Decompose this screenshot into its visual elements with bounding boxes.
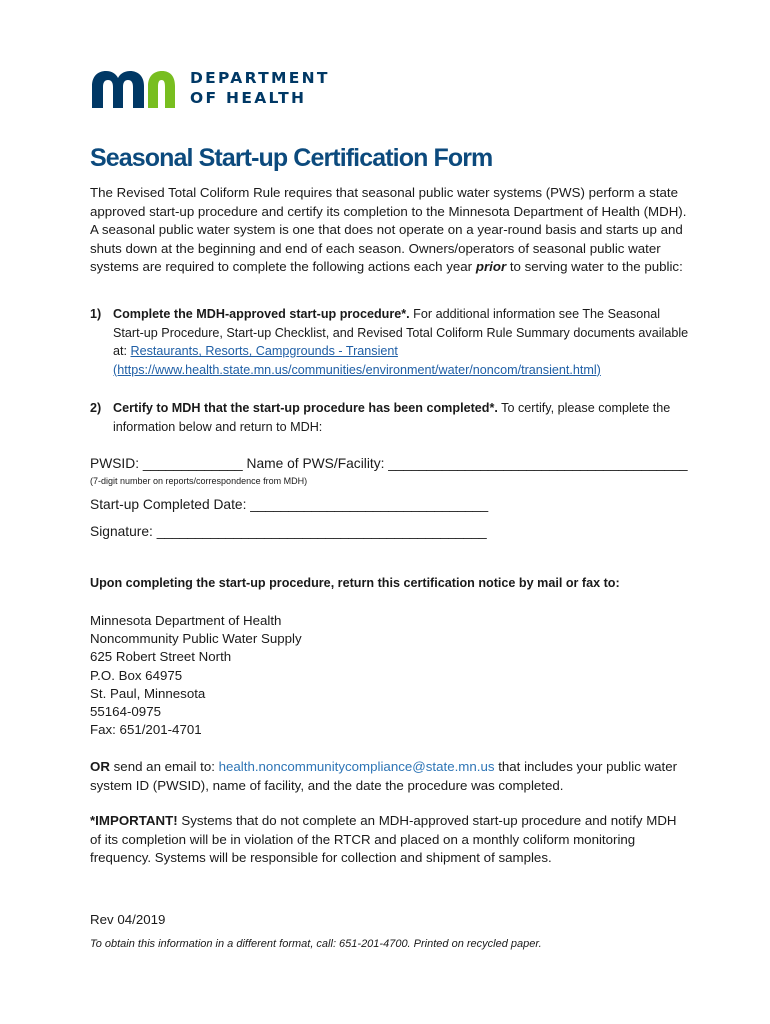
logo-line-2: OF HEALTH: [190, 89, 307, 107]
signature-field-line[interactable]: Signature: ___________________________________________: [90, 524, 487, 539]
footer-note: To obtain this information in a different format, call: 651-201-4700. Printed on recycled paper.: [90, 938, 542, 950]
step-2-text: To certify, please complete the information below and return to MDH:: [113, 401, 671, 434]
intro-end-text: to serving water to the public:: [509, 259, 683, 275]
address-line: 625 Robert Street North: [90, 649, 232, 665]
important-label: *IMPORTANT!: [90, 813, 178, 828]
step-2-body: [113, 399, 690, 436]
logo-line-1: DEPARTMENT: [190, 69, 330, 87]
important-paragraph: [90, 812, 690, 868]
address-line: St. Paul, Minnesota: [90, 685, 206, 701]
intro-paragraph: [90, 184, 690, 277]
startup-date-field-line[interactable]: Start-up Completed Date: _______________________________: [90, 497, 489, 512]
step-1-number: 1): [90, 307, 102, 321]
pwsid-note: (7-digit number on reports/correspondence from MDH): [90, 476, 308, 486]
address-line: Minnesota Department of Health: [90, 613, 282, 628]
address-line: 55164-0975: [90, 704, 161, 720]
logo-wordmark: [190, 68, 330, 108]
revision-date: Rev 04/2019: [90, 912, 166, 927]
page-title: Seasonal Start-up Certification Form: [90, 144, 493, 172]
step-1-heading: Complete the MDH-approved start-up procedure*.: [113, 307, 410, 321]
intro-emphasis: prior: [475, 259, 507, 275]
or-label: OR: [90, 759, 110, 774]
address-line: P.O. Box 64975: [90, 667, 183, 683]
mailing-address: [90, 612, 690, 739]
fax-line: Fax: 651/201-4701: [90, 722, 202, 738]
step-2-heading: Certify to MDH that the start-up procedure has been completed*.: [113, 401, 498, 415]
transient-url-link[interactable]: (https://www.health.state.mn.us/communities/environment/water/noncom/transient.html): [113, 362, 601, 377]
intro-text: The Revised Total Coliform Rule requires that seasonal public water systems (PWS) perform a state approved start-up procedure and certify its completion to the Minnesota Department of Health (MDH). A seasonal public water system is one that does not operate on a year-round basis and starts up and shuts down at the beginning and end of each season. Owners/operators of seasonal public water systems are required to complete the following actions each year: [90, 185, 687, 275]
step-1-body: [113, 305, 690, 379]
pwsid-field-line[interactable]: PWSID: _____________ Name of PWS/Facility: _______________________________________: [90, 456, 688, 471]
step-2-number: 2): [90, 401, 102, 415]
return-heading: Upon completing the start-up procedure, return this certification notice by mail or fax to:: [90, 576, 620, 590]
mn-logo-mark-icon: [90, 66, 176, 110]
email-paragraph: [90, 758, 690, 795]
email-post-text: that includes your public water system ID (PWSID), name of facility, and the date the procedure was completed.: [90, 759, 678, 793]
email-pre-text: send an email to:: [109, 759, 219, 774]
address-line: Noncommunity Public Water Supply: [90, 631, 302, 647]
step-1-text: For additional information see The Seasonal Start-up Procedure, Start-up Checklist, and Revised Total Coliform Rule Summary documents available at:: [113, 307, 689, 359]
transient-link[interactable]: Restaurants, Resorts, Campgrounds - Transient: [130, 344, 398, 359]
important-text: Systems that do not complete an MDH-approved start-up procedure and notify MDH of its completion will be in violation of the RTCR and placed on a monthly coliform monitoring frequency. Systems will be responsible for collection and shipment of samples.: [90, 813, 677, 866]
email-link[interactable]: health.noncommunitycompliance@state.mn.us: [218, 759, 495, 774]
